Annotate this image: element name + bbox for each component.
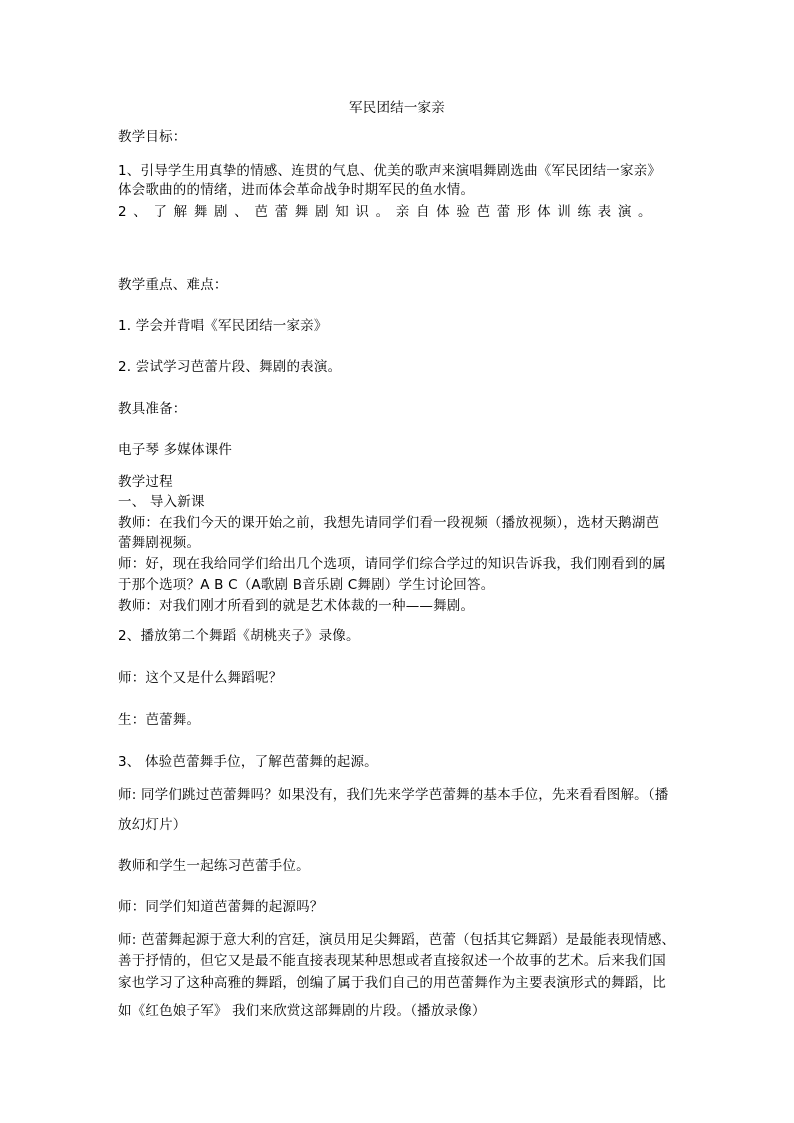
paragraph-6-line-2: 善于抒情的，但它又是最不能直接表现某种思想或者直接叙述一个故事的艺术。后来我们国: [118, 953, 666, 969]
goal-2: 2 、 了 解 舞 剧 、 芭 蕾 舞 剧 知 识 。 亲 自 体 验 芭 蕾 形 体 训 练 表 演 。: [118, 204, 653, 220]
item-2: 2、播放第二个舞蹈《胡桃夹子》录像。: [118, 628, 360, 644]
paragraph-5: 教师和学生一起练习芭蕾手位。: [118, 858, 310, 874]
goal-1-line-2: 体会歌曲的的情绪，进而体会革命战争时期军民的鱼水情。: [118, 182, 475, 198]
question-1: 师：这个又是什么舞蹈呢？: [118, 670, 283, 686]
paragraph-2-line-1: 师：好，现在我给同学们给出几个选项，请同学们综合学过的知识告诉我，我们刚看到的属: [118, 556, 666, 572]
paragraph-6-line-4: 如《红色娘子军》 我们来欣赏这部舞剧的片段。（播放录像）: [118, 1003, 486, 1019]
key-point-1: 1. 学会并背唱《军民团结一家亲》: [118, 318, 328, 334]
paragraph-3: 教师：对我们刚才所看到的就是艺术体裁的一种——舞剧。: [118, 598, 475, 614]
paragraph-1-line-2: 蕾舞剧视频。: [118, 535, 201, 551]
question-2: 师：同学们知道芭蕾舞的起源吗？: [118, 899, 324, 915]
tools-list: 电子琴 多媒体课件: [118, 442, 233, 458]
process-heading: 教学过程: [118, 474, 173, 490]
key-point-2: 2. 尝试学习芭蕾片段、舞剧的表演。: [118, 359, 342, 375]
paragraph-2-line-2: 于那个选项？A B C（A歌剧 B音乐剧 C舞剧）学生讨论回答。: [118, 577, 495, 593]
paragraph-4-line-1: 师: 同学们跳过芭蕾舞吗？如果没有，我们先来学学芭蕾舞的基本手位，先来看看图解。（播: [118, 787, 669, 803]
paragraph-4-line-2: 放幻灯片）: [118, 817, 187, 833]
item-3: 3、 体验芭蕾舞手位，了解芭蕾舞的起源。: [118, 754, 378, 770]
part-1-heading: 一、 导入新课: [118, 494, 205, 510]
paragraph-1-line-1: 教师：在我们今天的课开始之前，我想先请同学们看一段视频（播放视频），选材天鹅湖芭: [118, 515, 660, 531]
key-points-heading: 教学重点、难点：: [118, 277, 228, 293]
goals-heading: 教学目标：: [118, 129, 187, 145]
paragraph-6-line-3: 家也学习了这种高雅的舞蹈，创编了属于我们自己的用芭蕾舞作为主要表演形式的舞蹈，比: [118, 975, 666, 991]
document-title: 军民团结一家亲: [349, 100, 445, 116]
answer-1: 生：芭蕾舞。: [118, 712, 201, 728]
tools-heading: 教具准备：: [118, 401, 187, 417]
goal-1-line-1: 1、引导学生用真挚的情感、连贯的气息、优美的歌声来演唱舞剧选曲《军民团结一家亲》: [118, 163, 662, 179]
paragraph-6-line-1: 师: 芭蕾舞起源于意大利的宫廷，演员用足尖舞蹈，芭蕾（包括其它舞蹈）是最能表现情感、: [118, 932, 676, 948]
